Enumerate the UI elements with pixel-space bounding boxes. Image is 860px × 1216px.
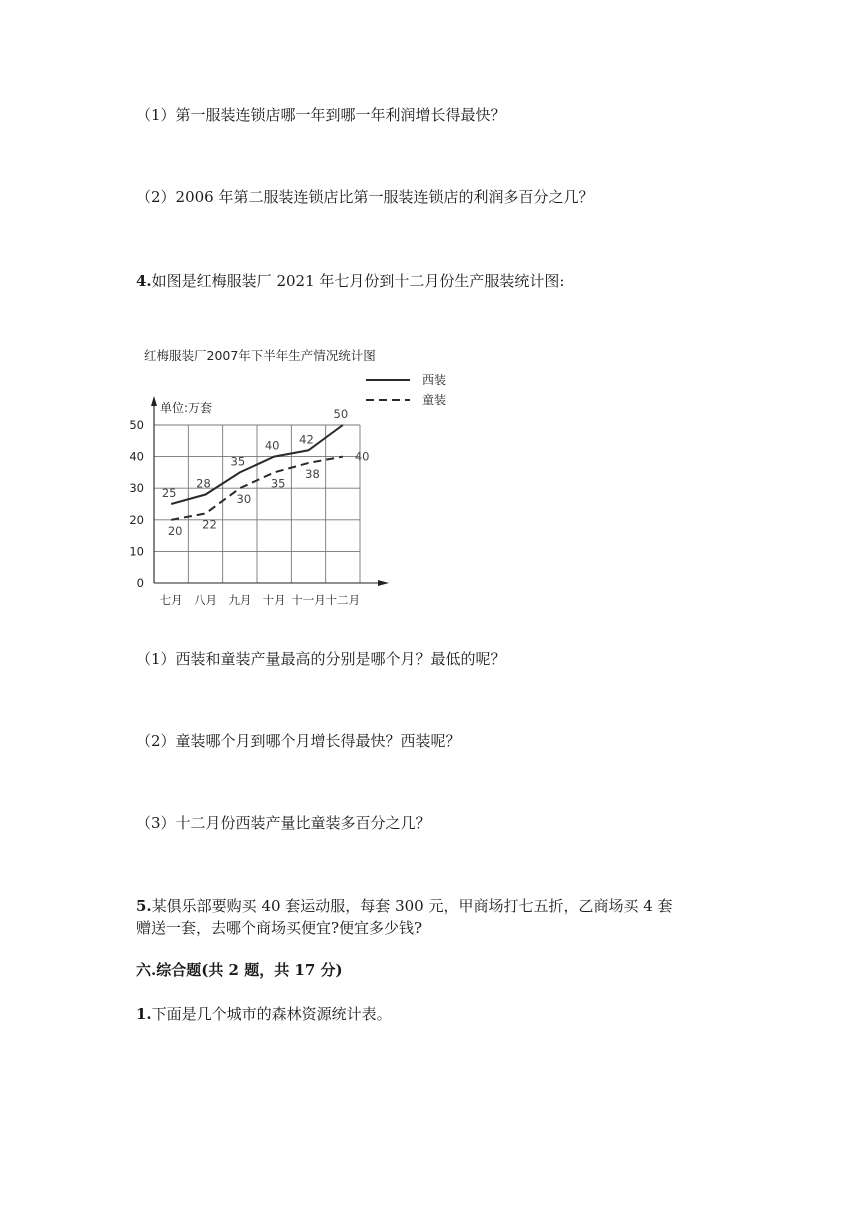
data-label: 40: [354, 449, 370, 464]
y-tick-label: 0: [136, 576, 144, 590]
chart-title: 红梅服装厂2007年下半年生产情况统计图: [144, 348, 376, 363]
data-label: 50: [333, 407, 349, 421]
chart-x-ticks: [160, 593, 360, 607]
data-label: 35: [270, 476, 286, 491]
legend-label: 童装: [422, 393, 447, 407]
data-label: 25: [161, 486, 177, 500]
x-axis-arrow: [378, 580, 389, 586]
data-label: 22: [202, 517, 217, 532]
question-4-text: 如图是红梅服装厂 2021 年七月份到十二月份生产服装统计图:: [151, 272, 565, 290]
chart-y-axis-label: 单位:万套: [160, 401, 213, 415]
production-line-chart: [128, 336, 458, 616]
data-label: 42: [299, 432, 314, 447]
y-axis-arrow: [151, 396, 157, 406]
question-4-3: （3）十二月份西装产量比童装多百分之几？: [136, 814, 431, 832]
chart-axes: [151, 396, 389, 586]
y-tick-label: 20: [129, 512, 144, 527]
data-label: 40: [264, 438, 280, 453]
legend-label: 西装: [422, 373, 447, 387]
question-5-number: 5.: [136, 897, 152, 915]
section-6-question-1-number: 1.: [136, 1005, 152, 1023]
question-5: [136, 895, 673, 917]
question-3-2: （2）2006 年第二服装连锁店比第一服装连锁店的利润多百分之几？: [136, 188, 594, 206]
x-tick-label: 八月: [194, 593, 217, 607]
question-4-number: 4.: [136, 272, 152, 290]
y-tick-label: 30: [129, 481, 144, 496]
section-6-question-1-text: 下面是几个城市的森林资源统计表。: [151, 1005, 392, 1023]
question-5-line-1: 某俱乐部要购买 40 套运动服，每套 300 元，甲商场打七五折，乙商场买 4 套: [151, 897, 673, 915]
x-tick-label: 七月: [159, 593, 183, 607]
y-tick-label: 10: [129, 544, 144, 559]
section-6-question-1: [136, 1003, 392, 1025]
chart-grid: [154, 425, 360, 583]
chart-legend: [366, 372, 446, 407]
data-label: 35: [230, 454, 246, 469]
y-tick-label: 50: [129, 418, 144, 432]
data-label: 28: [196, 476, 211, 491]
x-tick-label: 九月: [228, 593, 252, 607]
chart-y-ticks: [129, 418, 144, 590]
chart-data-labels: [162, 407, 370, 538]
data-label: 30: [236, 492, 252, 507]
data-label: 38: [305, 466, 320, 481]
x-tick-label: 十一月: [291, 593, 326, 607]
section-6-heading: 六.综合题(共 2 题，共 17 分): [136, 961, 343, 979]
question-5-continuation: 赠送一套，去哪个商场买便宜?便宜多少钱?: [136, 919, 423, 937]
y-tick-label: 40: [129, 449, 144, 464]
data-label: 20: [167, 523, 183, 538]
question-4-1: （1）西装和童装产量最高的分别是哪个月？最低的呢？: [136, 650, 506, 668]
x-tick-label: 十二月: [325, 593, 361, 607]
question-4-2: （2）童装哪个月到哪个月增长得最快？西装呢？: [136, 732, 461, 750]
question-4: [136, 270, 564, 292]
x-tick-label: 十月: [262, 593, 286, 607]
question-3-1: （1）第一服装连锁店哪一年到哪一年利润增长得最快？: [136, 106, 506, 124]
